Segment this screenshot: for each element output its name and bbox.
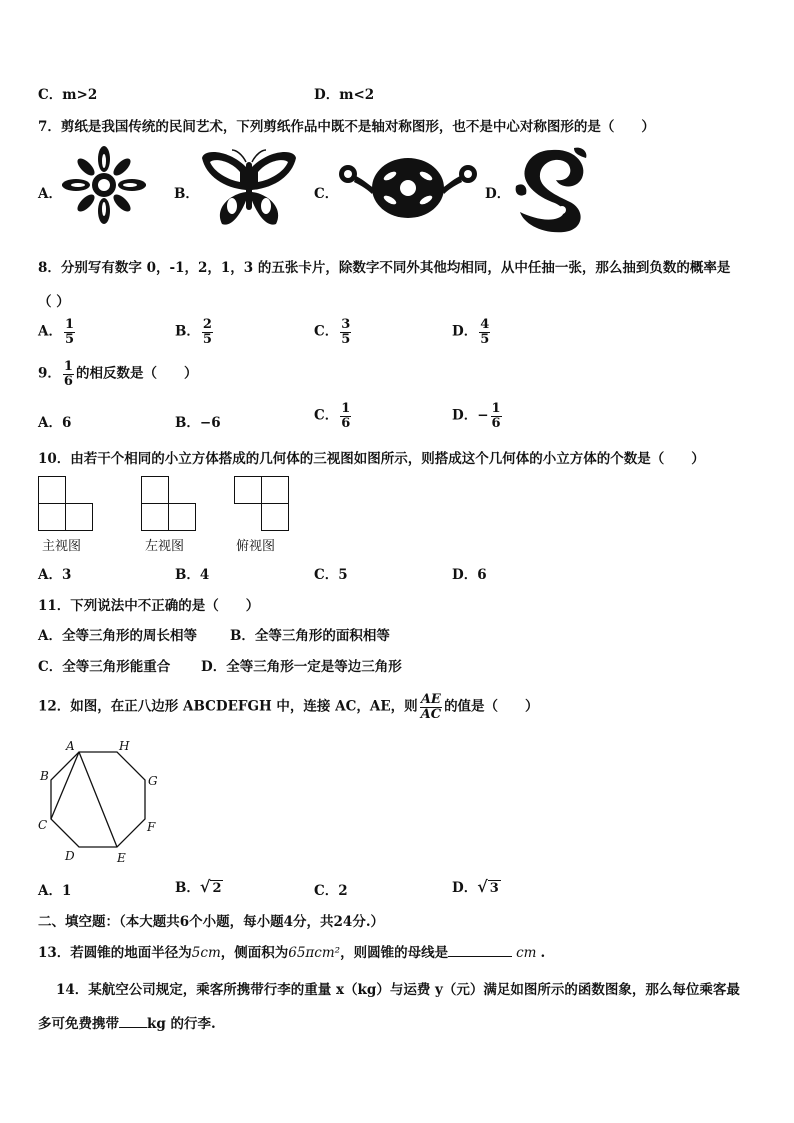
- denominator: AC: [420, 706, 442, 722]
- vertex-label-h: H: [119, 739, 130, 753]
- q11-stem: 11．下列说法中不正确的是（ ）: [38, 598, 260, 614]
- answer-blank[interactable]: [448, 956, 512, 957]
- q8-stem: 8．分别写有数字 0，-1，2，1，3 的五张卡片，除数字不同外其他均相同，从中任抽一张，那么抽到负数的概率是: [38, 260, 731, 276]
- q8-option-b: [175, 318, 215, 346]
- q8-option-a-fraction: [64, 318, 75, 346]
- q14-stem-line-2: [38, 1012, 216, 1032]
- denominator: 6: [491, 415, 501, 431]
- q9-stem: [38, 360, 197, 388]
- denominator: 5: [480, 331, 490, 347]
- numerator: 4: [480, 317, 490, 332]
- q9-option-d-fraction: [491, 402, 502, 430]
- q8-option-b-label: B．: [175, 323, 200, 340]
- vertex-label-e: E: [117, 851, 126, 865]
- side-view-diagram: [141, 476, 197, 531]
- q8-option-c: [314, 318, 353, 346]
- vertex-label-g: G: [148, 774, 158, 788]
- top-view-diagram: [234, 476, 290, 531]
- answer-blank[interactable]: [119, 1027, 147, 1028]
- q14-text-2: kg 的行李.: [147, 1016, 216, 1032]
- q7-label-b: B．: [174, 186, 199, 202]
- denominator: 5: [202, 331, 212, 347]
- minus-sign: −: [477, 407, 489, 424]
- q7-label-a: A．: [38, 186, 62, 202]
- q8-option-c-fraction: [340, 318, 351, 346]
- q12-stem: [38, 693, 539, 721]
- q10-stem: 10．由若干个相同的小立方体搭成的几何体的三视图如图所示，则搭成这个几何体的小立方体的个数是（ ）: [38, 451, 705, 467]
- q12-option-d: [452, 876, 501, 896]
- q9-option-c: [314, 402, 353, 430]
- q12-option-b-label: B．: [175, 880, 200, 896]
- q9-option-b: B．−6: [175, 415, 221, 431]
- denominator: 6: [341, 415, 351, 431]
- radicand: 2: [212, 881, 222, 896]
- q6-option-d: D．m<2: [314, 87, 375, 103]
- section-heading-fill-in: 二、填空题：（本大题共6个小题，每小题4分，共24分.）: [38, 914, 385, 930]
- front-view-caption: 主视图: [42, 539, 82, 554]
- q12-option-d-label: D．: [452, 880, 478, 896]
- q10-option-c: C．5: [314, 567, 348, 583]
- denominator: 5: [341, 331, 351, 347]
- sqrt-two: [200, 877, 224, 896]
- radius-value: 5cm: [191, 945, 221, 961]
- q13-stem: [38, 941, 545, 961]
- q9-option-c-label: C．: [314, 407, 339, 424]
- sqrt-three: [477, 877, 501, 896]
- papercut-butterfly-image: [200, 148, 298, 228]
- q11-option-c: C．全等三角形能重合: [38, 659, 171, 675]
- lateral-area-value: 65πcm²: [288, 945, 341, 961]
- papercut-curl-image: [512, 146, 590, 234]
- q12-fraction: [420, 693, 442, 721]
- denominator: 5: [64, 331, 75, 347]
- front-view-diagram: [38, 476, 94, 531]
- numerator: 1: [63, 359, 73, 374]
- vertex-label-b: B: [40, 769, 49, 783]
- q9-option-d: [452, 402, 504, 430]
- q13-text-2: ，侧面积为: [220, 945, 289, 961]
- q10-option-b: B．4: [175, 567, 210, 583]
- papercut-flower-image: [62, 145, 146, 225]
- q12-option-b: [175, 876, 223, 896]
- numerator: 3: [341, 317, 351, 332]
- numerator: 2: [202, 317, 212, 332]
- q12-stem-text: 12．如图，在正八边形 ABCDEFGH 中，连接 AC，AE，则: [38, 698, 418, 715]
- side-view-caption: 左视图: [145, 539, 185, 554]
- q14-stem-line-1: 14．某航空公司规定，乘客所携带行李的重量 x（kg）与运费 y（元）满足如图所示的函数图象，那么每位乘客最: [56, 982, 740, 998]
- radical-sign: √: [477, 877, 488, 896]
- radical-sign: √: [199, 877, 211, 896]
- q8-option-b-fraction: [202, 318, 213, 346]
- q12-option-a: A．1: [38, 883, 72, 899]
- period: .: [540, 945, 546, 961]
- q9-option-d-label: D．: [452, 407, 478, 424]
- q11-option-d: D．全等三角形一定是等边三角形: [201, 659, 402, 675]
- denominator: 6: [63, 373, 73, 389]
- q11-option-a: A．全等三角形的周长相等: [38, 628, 197, 644]
- q9-option-c-fraction: [340, 402, 351, 430]
- unit-cm: cm: [516, 945, 537, 961]
- q8-option-d-label: D．: [452, 323, 478, 340]
- numerator: 1: [491, 401, 501, 416]
- q9-fraction: [63, 360, 74, 388]
- q7-stem: 7．剪纸是我国传统的民间艺术，下列剪纸作品中既不是轴对称图形，也不是中心对称图形的是（ ）: [38, 119, 655, 135]
- q13-text-1: 13．若圆锥的地面半径为: [38, 945, 192, 961]
- numerator: AE: [420, 692, 441, 707]
- vertex-label-a: A: [66, 739, 75, 753]
- q7-label-c: C．: [314, 186, 339, 202]
- octagon-diagram: [36, 740, 166, 868]
- q8-option-d: [452, 318, 492, 346]
- q6-option-c: C．m>2: [38, 87, 98, 103]
- vertex-label-d: D: [65, 849, 75, 863]
- q9-number: 9．: [38, 365, 61, 382]
- q12-stem-suffix: 的值是（ ）: [444, 698, 539, 715]
- vertex-label-f: F: [147, 820, 156, 834]
- q9-stem-text: 的相反数是（ ）: [75, 365, 198, 382]
- q8-option-a-label: A．: [38, 323, 62, 340]
- q8-option-d-fraction: [479, 318, 490, 346]
- q13-text-3: ，则圆锥的母线是: [340, 945, 449, 961]
- q7-label-d: D．: [485, 186, 511, 202]
- q9-option-a: A．6: [38, 415, 72, 431]
- q10-option-d: D．6: [452, 567, 487, 583]
- numerator: 1: [341, 401, 351, 416]
- top-view-caption: 俯视图: [236, 539, 276, 554]
- q11-option-b: B．全等三角形的面积相等: [230, 628, 390, 644]
- numerator: 1: [64, 317, 75, 332]
- q8-option-c-label: C．: [314, 323, 339, 340]
- papercut-pattern-image: [338, 152, 478, 224]
- q12-option-c: C．2: [314, 883, 348, 899]
- q14-text-1: 多可免费携带: [38, 1016, 119, 1032]
- q10-option-a: A．3: [38, 567, 72, 583]
- radicand: 3: [489, 881, 499, 896]
- vertex-label-c: C: [38, 818, 48, 832]
- q8-option-a: [38, 318, 77, 346]
- q8-paren: （ ）: [38, 294, 70, 310]
